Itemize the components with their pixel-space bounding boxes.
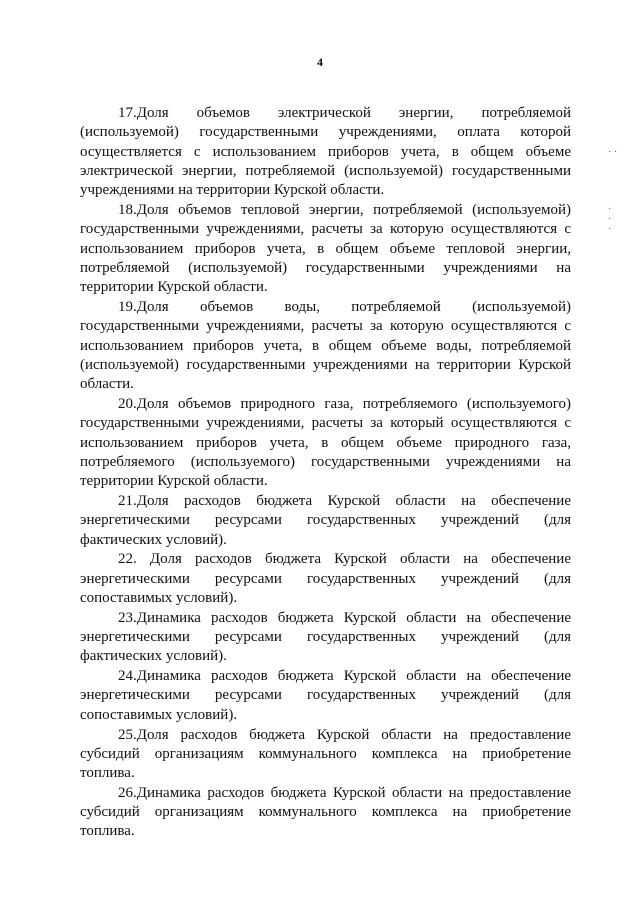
list-item: 17.Доля объемов электрической энергии, потребляемой (используемой) государственными учреждениями, оплата которой осуществляется с использованием приборов учета, в общем объеме электрической энергии, потребляемой (используемой) государственными учреждениями на территории Курской области. [80, 105, 571, 199]
list-item: 19.Доля объемов воды, потребляемой (используемой) государственными учреждениями, расчеты за которую осуществляются с использованием приборов учета, в общем объеме воды, потребляемой (используемой) государственными учреждениями на территории Курской области. [80, 298, 571, 393]
scan-margin-marks: · · · [608, 204, 612, 235]
list-item: 23.Динамика расходов бюджета Курской области на обеспечение энергетическими ресурсами государственных учреждений (для фактических условий). [80, 609, 571, 665]
list-item: 24.Динамика расходов бюджета Курской области на обеспечение энергетическими ресурсами государственных учреждений (для сопоставимых условий). [80, 668, 571, 723]
list-item: 26.Динамика расходов бюджета Курской области на предоставление субсидий организациям коммунального комплекса на приобретение топлива. [80, 784, 571, 840]
scan-margin-marks: · · [608, 147, 618, 158]
list-item: 21.Доля расходов бюджета Курской области на обеспечение энергетическими ресурсами государственных учреждений (для фактических условий). [80, 492, 571, 548]
list-item: 25.Доля расходов бюджета Курской области на предоставление субсидий организациям коммунального комплекса на приобретение топлива. [80, 726, 571, 782]
list-item: 22. Доля расходов бюджета Курской области на обеспечение энергетическими ресурсами государственных учреждений (для сопоставимых условий). [80, 551, 571, 606]
page-number: 4 [317, 55, 323, 69]
document-body [80, 104, 571, 842]
list-item: 18.Доля объемов тепловой энергии, потребляемой (используемой) государственными учреждениями, расчеты за которую осуществляются с использованием приборов учета, в общем объеме тепловой энергии, потребляемой (используемой) государственными учреждениями на территории Курской области. [80, 201, 571, 296]
list-item: 20.Доля объемов природного газа, потребляемого (используемого) государственными учреждениями, расчеты за который осуществляются с использованием приборов учета, в общем объеме природного газа, потребляемого (используемого) государственными учреждениями на территории Курской области. [80, 395, 571, 490]
